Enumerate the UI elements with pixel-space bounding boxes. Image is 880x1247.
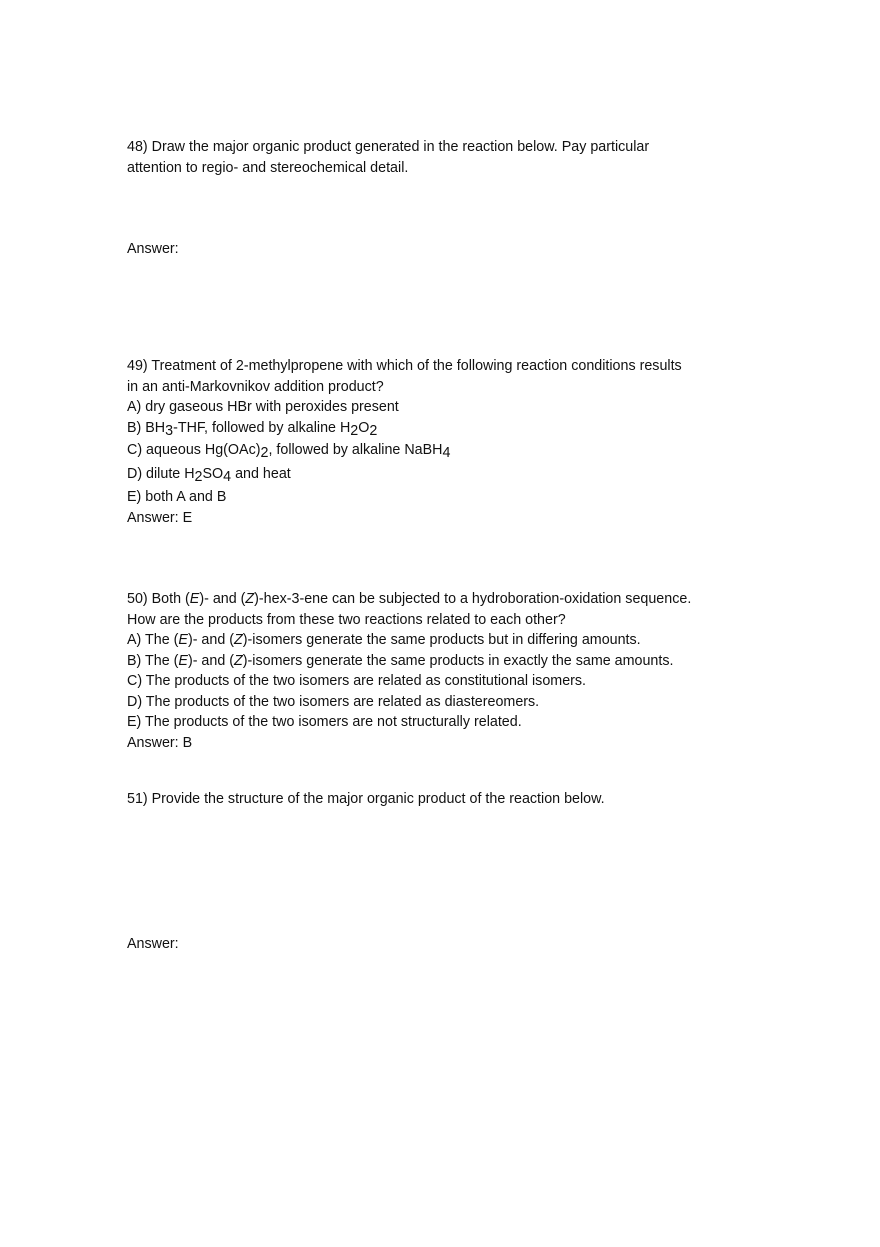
question-text [127,590,691,608]
text-segment: B) BH [127,419,166,436]
answer-choice [127,419,377,437]
text-segment: -THF, followed by alkaline H [173,419,351,436]
subscript: 2 [194,469,203,485]
question-text [127,790,605,808]
text-segment: How are the products from these two reactions related to each other? [127,611,566,628]
answer-choice [127,398,399,416]
subscript: 4 [442,445,451,461]
text-segment: Z [234,652,243,669]
text-segment: E [189,591,200,607]
text-segment: 49) Treatment of 2-methylpropene with which of the following reaction conditions results [127,358,682,374]
text-segment: 48) Draw the major organic product generated in the reaction below. Pay particular [127,139,650,155]
answer-label: Answer: E [127,510,193,526]
text-segment: )- and ( [199,591,246,607]
subscript: 2 [350,422,359,439]
subscript: 2 [260,445,269,461]
answer-choice [127,693,539,711]
subscript: 4 [223,469,232,485]
text-segment: A) dry gaseous HBr with peroxides present [127,399,399,415]
subscript: 2 [369,422,378,439]
answer-choice [127,713,522,731]
text-segment: A) The ( [127,632,179,648]
text-segment: SO [202,466,224,482]
text-segment: E) The products of the two isomers are not structurally related. [127,714,522,730]
answer-label: Answer: [127,241,179,257]
answer-choice [127,631,641,649]
text-segment: Z [245,591,255,607]
subscript: 3 [165,422,174,439]
question-text [127,611,566,629]
question-text [127,159,408,177]
text-segment: C) aqueous Hg(OAc) [127,442,261,458]
question-text [127,357,682,375]
text-segment: O [358,419,370,436]
text-segment: attention to regio- and stereochemical detail. [127,160,409,176]
text-segment: E) both A and B [127,489,227,505]
text-segment: E [178,632,188,648]
text-segment: )-isomers generate the same products in exactly the same amounts. [242,652,674,669]
answer-label: Answer: B [127,735,193,751]
text-segment: , followed by alkaline NaBH [268,442,443,458]
answer-choice [127,488,226,506]
answer-choice [127,672,586,690]
answer-choice [127,652,673,670]
question-text [127,138,649,156]
text-segment: Z [234,632,243,648]
text-segment: 50) Both ( [127,591,190,607]
text-segment: D) The products of the two isomers are related as diastereomers. [127,693,540,710]
answer-choice [127,465,291,483]
text-segment: )-hex-3-ene can be subjected to a hydroboration-oxidation sequence. [254,591,692,607]
text-segment: C) The products of the two isomers are related as constitutional isomers. [127,673,587,689]
text-segment: in an anti-Markovnikov addition product? [127,378,384,395]
text-segment: 51) Provide the structure of the major organic product of the reaction below. [127,791,605,807]
answer-label: Answer: [127,936,179,952]
text-segment: and heat [231,466,291,482]
text-segment: E [178,652,188,669]
text-segment: )- and ( [187,632,235,648]
text-segment: D) dilute H [127,466,195,482]
text-segment: )- and ( [187,652,235,669]
question-text [127,378,384,396]
answer-choice [127,441,450,459]
text-segment: B) The ( [127,652,179,669]
text-segment: )-isomers generate the same products but in differing amounts. [242,632,641,648]
